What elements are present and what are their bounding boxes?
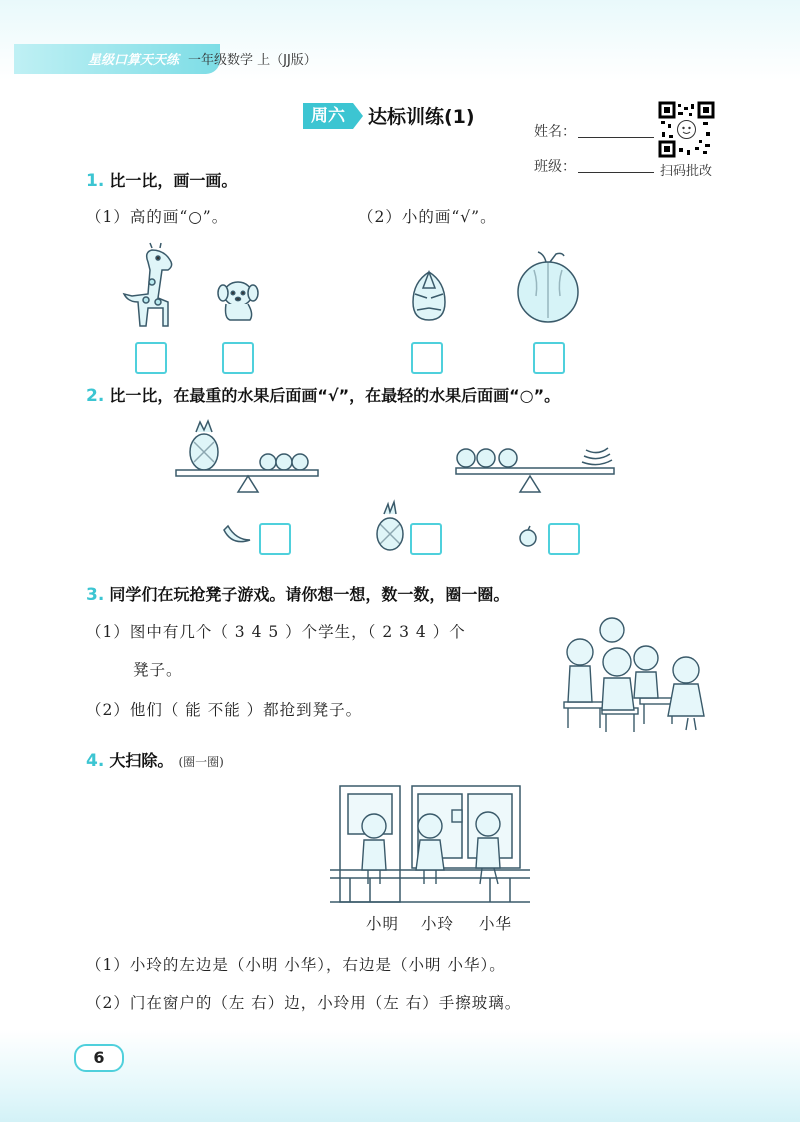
name-xiaoming: 小明: [366, 915, 400, 933]
question-1: [86, 168, 237, 191]
q3-line1: （1）图中有几个（ 3 4 5 ）个学生，（ 2 3 4 ）个: [86, 623, 466, 641]
cleaning-illustration: [330, 784, 530, 906]
day-tag: 周六: [303, 103, 353, 129]
q3-text: 同学们在玩抢凳子游戏。请你想一想，数一数，圈一圈。: [109, 585, 510, 604]
q1-number: 1.: [86, 171, 105, 191]
question-3: [86, 582, 509, 605]
q4-number: 4.: [86, 751, 105, 771]
q1-text: 比一比，画一画。: [109, 171, 238, 190]
question-4: [86, 748, 224, 771]
q2-answer-box-pineapple[interactable]: [410, 523, 442, 555]
q1-answer-box-puppy[interactable]: [222, 342, 254, 374]
q3-number: 3.: [86, 585, 105, 605]
footer-band: [0, 1030, 800, 1122]
q3-line1b: 凳子。: [133, 661, 183, 679]
q1-part1: （1）高的画“○”。: [86, 208, 229, 226]
question-2: [86, 383, 560, 406]
apple-icon: [518, 526, 540, 548]
balance-scale-left: [176, 420, 320, 498]
class-label: 班级：: [534, 159, 576, 175]
name-label: 姓名：: [534, 124, 576, 140]
musical-chairs-illustration: [562, 616, 718, 732]
melon-icon: [516, 248, 580, 324]
qr-code-icon[interactable]: [659, 102, 714, 157]
pineapple-icon: [374, 502, 406, 552]
giraffe-icon: [118, 242, 178, 330]
q1-answer-box-giraffe[interactable]: [135, 342, 167, 374]
q4-line1: （1）小玲的左边是（小明 小华），右边是（小明 小华）。: [86, 956, 506, 974]
name-xiaoling: 小玲: [421, 915, 455, 933]
q4-text: 大扫除。: [109, 751, 174, 770]
q1-part2: （2）小的画“√”。: [358, 208, 497, 226]
series-title: 星级口算天天练: [88, 53, 180, 68]
q3-line2: （2）他们（ 能 不能 ）都抢到凳子。: [86, 701, 363, 719]
name-xiaohua: 小华: [479, 915, 513, 933]
q2-text: 比一比，在最重的水果后面画“√”，在最轻的水果后面画“○”。: [109, 386, 561, 405]
q1-answer-box-melon[interactable]: [533, 342, 565, 374]
class-field[interactable]: [578, 171, 654, 173]
dragon-fruit-icon: [407, 268, 451, 324]
q2-answer-box-banana[interactable]: [259, 523, 291, 555]
q2-answer-box-apple[interactable]: [548, 523, 580, 555]
qr-caption: 扫码批改: [660, 164, 713, 179]
page-title: 达标训练(1): [368, 106, 475, 128]
book-title: 一年级数学 上（JJ版）: [188, 53, 317, 68]
q4-line2: （2）门在窗户的（左 右）边，小玲用（左 右）手擦玻璃。: [86, 994, 522, 1012]
banana-icon: [222, 524, 252, 548]
balance-scale-right: [454, 438, 616, 498]
q2-number: 2.: [86, 386, 105, 406]
name-field[interactable]: [578, 136, 654, 138]
q1-answer-box-dragon-fruit[interactable]: [411, 342, 443, 374]
page-number: 6: [74, 1044, 124, 1072]
q4-note: (圈一圈): [178, 755, 224, 769]
puppy-icon: [216, 278, 260, 324]
